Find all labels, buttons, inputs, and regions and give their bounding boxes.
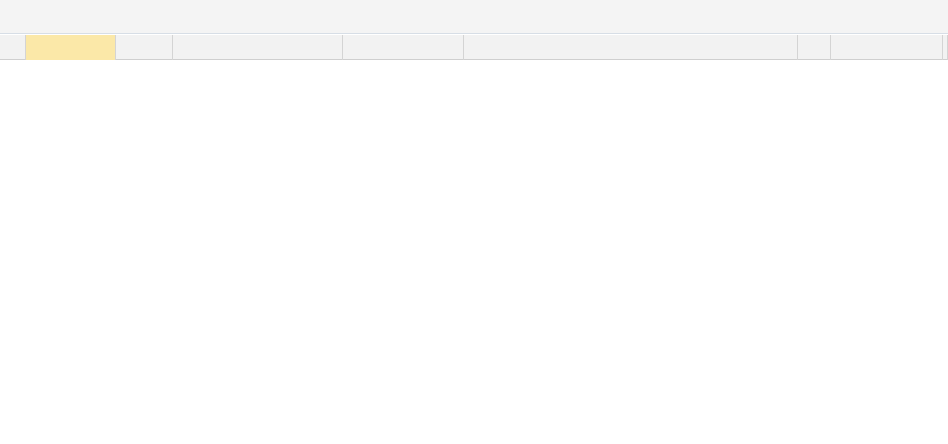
row-number-header	[0, 35, 26, 60]
header-amount[interactable]	[831, 35, 943, 60]
tab-bar	[0, 0, 948, 34]
fee-summary-table	[0, 35, 948, 444]
header-name[interactable]	[173, 35, 343, 60]
header-base[interactable]	[343, 35, 464, 60]
header-description[interactable]	[464, 35, 798, 60]
header-seq[interactable]	[26, 35, 116, 60]
header-code[interactable]	[116, 35, 173, 60]
header-rate[interactable]	[798, 35, 831, 60]
header-extra	[943, 35, 948, 60]
table-header	[0, 35, 948, 60]
